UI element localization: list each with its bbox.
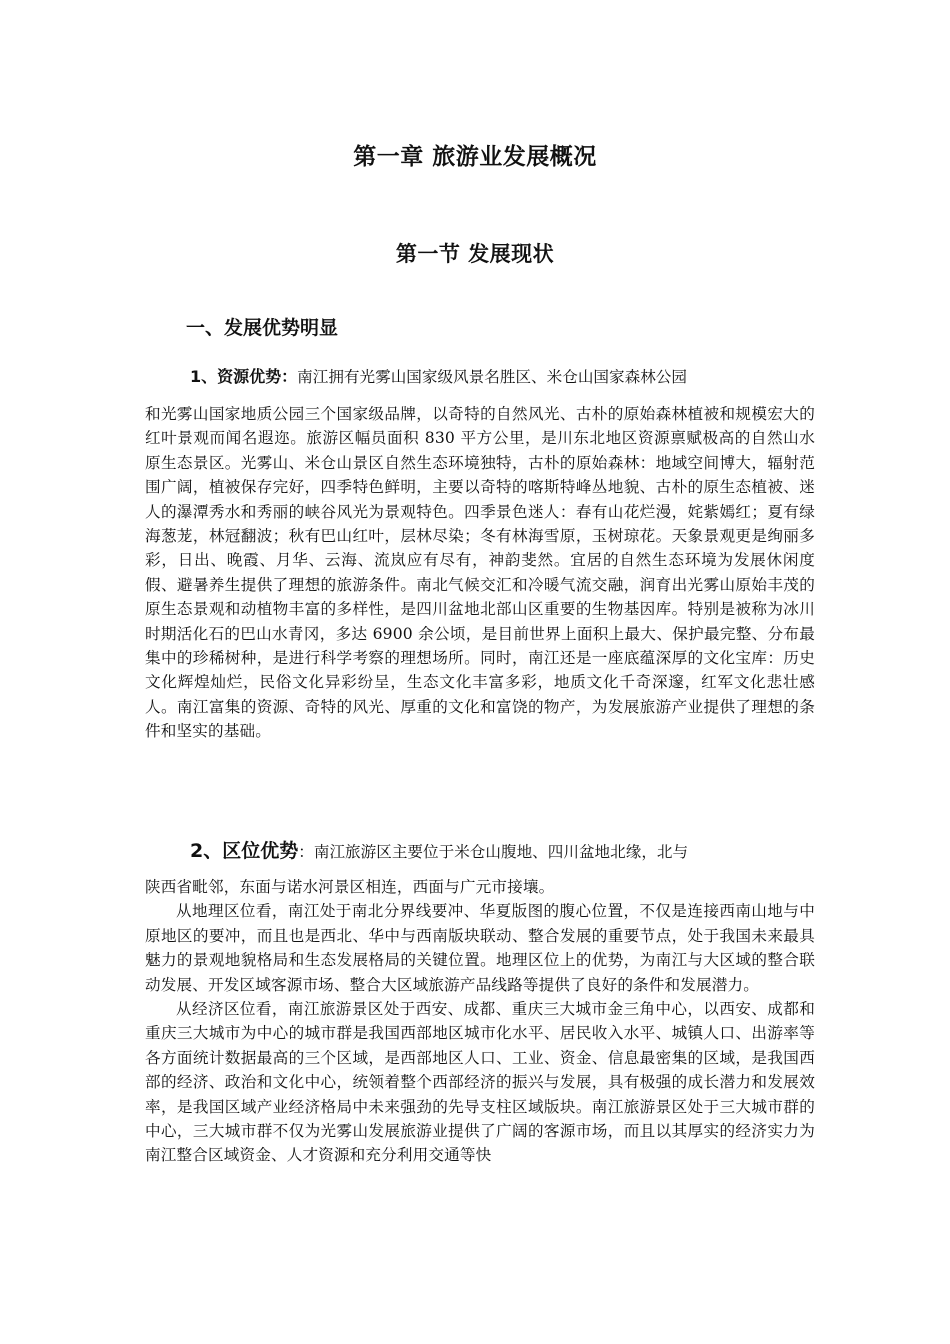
item1-body-paragraph: 和光雾山国家地质公园三个国家级品牌，以奇特的自然风光、古朴的原始森林植被和规模宏大的红叶景观而闻名遐迩。旅游区幅员面积 830 平方公里，是川东北地区资源禀赋极高的自然山水原生态景区。光雾山、米仓山景区自然生态环境独特，古朴的原始森林：地域空间博大，辐射范围广阔，植被保存完好，四季特色鲜明，主要以奇特的喀斯特峰丛地貌、古朴的原生态植被、迷人的瀑潭秀水和秀丽的峡谷风光为景观特色。四季景色迷人：春有山花烂漫，姹紫嫣红；夏有绿海葱茏，林冠翻波；秋有巴山红叶，层林尽染；冬有林海雪原，玉树琼花。天象景观更是绚丽多彩，日出、晚霞、月华、云海、流岚应有尽有，神韵斐然。宜居的自然生态环境为发展休闲度假、避暑养生提供了理想的旅游条件。南北气候交汇和冷暖气流交融，润育出光雾山原始丰茂的原生态景观和动植物丰富的多样性，是四川盆地北部山区重要的生物基因库。特别是被称为冰川时期活化石的巴山水青冈，多达 6900 余公顷，是目前世界上面积上最大、保护最完整、分布最集中的珍稀树种，是进行科学考察的理想场所。同时，南江还是一座底蕴深厚的文化宝库：历史文化辉煌灿烂，民俗文化异彩纷呈，生态文化丰富多彩，地质文化千奇深邃，红军文化悲壮感人。南江富集的资源、奇特的风光、厚重的文化和富饶的物产，为发展旅游产业提供了理想的条件和坚实的基础。	[145, 405, 815, 741]
item2-body-paragraph-3: 从经济区位看，南江旅游景区处于西安、成都、重庆三大城市金三角中心，以西安、成都和重庆三大城市为中心的城市群是我国西部地区城市化水平、居民收入水平、城镇人口、出游率等各方面统计数据最高的三个区域，是西部地区人口、工业、资金、信息最密集的区域，是我国西部的经济、政治和文化中心，统领着整个西部经济的振兴与发展，具有极强的成长潜力和发展效率，是我国区域产业经济格局中未来强劲的先导支柱区域版块。南江旅游景区处于三大城市群的中心，三大城市群不仅为光雾山发展旅游业提供了广阔的客源市场，而且以其厚实的经济实力为南江整合区域资金、人才资源和充分利用交通等快	[145, 1000, 815, 1165]
item1-lead-text: 南江拥有光雾山国家级风景名胜区、米仓山国家森林公园	[297, 368, 687, 386]
item2-lead-text: 南江旅游区主要位于米仓山腹地、四川盆地北缘，北与	[313, 843, 689, 861]
item2-label: 2、区位优势	[190, 840, 299, 862]
item1-label: 1、资源优势：	[190, 367, 298, 386]
chapter-title: 第一章 旅游业发展概况	[353, 144, 597, 170]
item2-body-paragraph-1: 陕西省毗邻，东面与诺水河景区相连，西面与广元市接壤。	[145, 878, 555, 896]
item2-colon: ：	[298, 843, 314, 861]
item1-body	[145, 402, 815, 744]
section-title: 第一节 发展现状	[395, 242, 555, 266]
item2-lead-line	[190, 836, 820, 863]
subsection-title: 一、发展优势明显	[186, 317, 339, 339]
item2-body-paragraph-2: 从地理区位看，南江处于南北分界线要冲、华夏版图的腹心位置，不仅是连接西南山地与中原地区的要冲，而且也是西北、华中与西南版块联动、整合发展的重要节点，处于我国未来最具魅力的景观地貌格局和生态发展格局的关键位置。地理区位上的优势，为南江与大区域的整合联动发展、开发区域客源市场、整合大区域旅游产品线路等提供了良好的条件和发展潜力。	[145, 902, 815, 994]
item1-lead-line	[190, 364, 820, 387]
item2-body	[145, 875, 815, 1168]
